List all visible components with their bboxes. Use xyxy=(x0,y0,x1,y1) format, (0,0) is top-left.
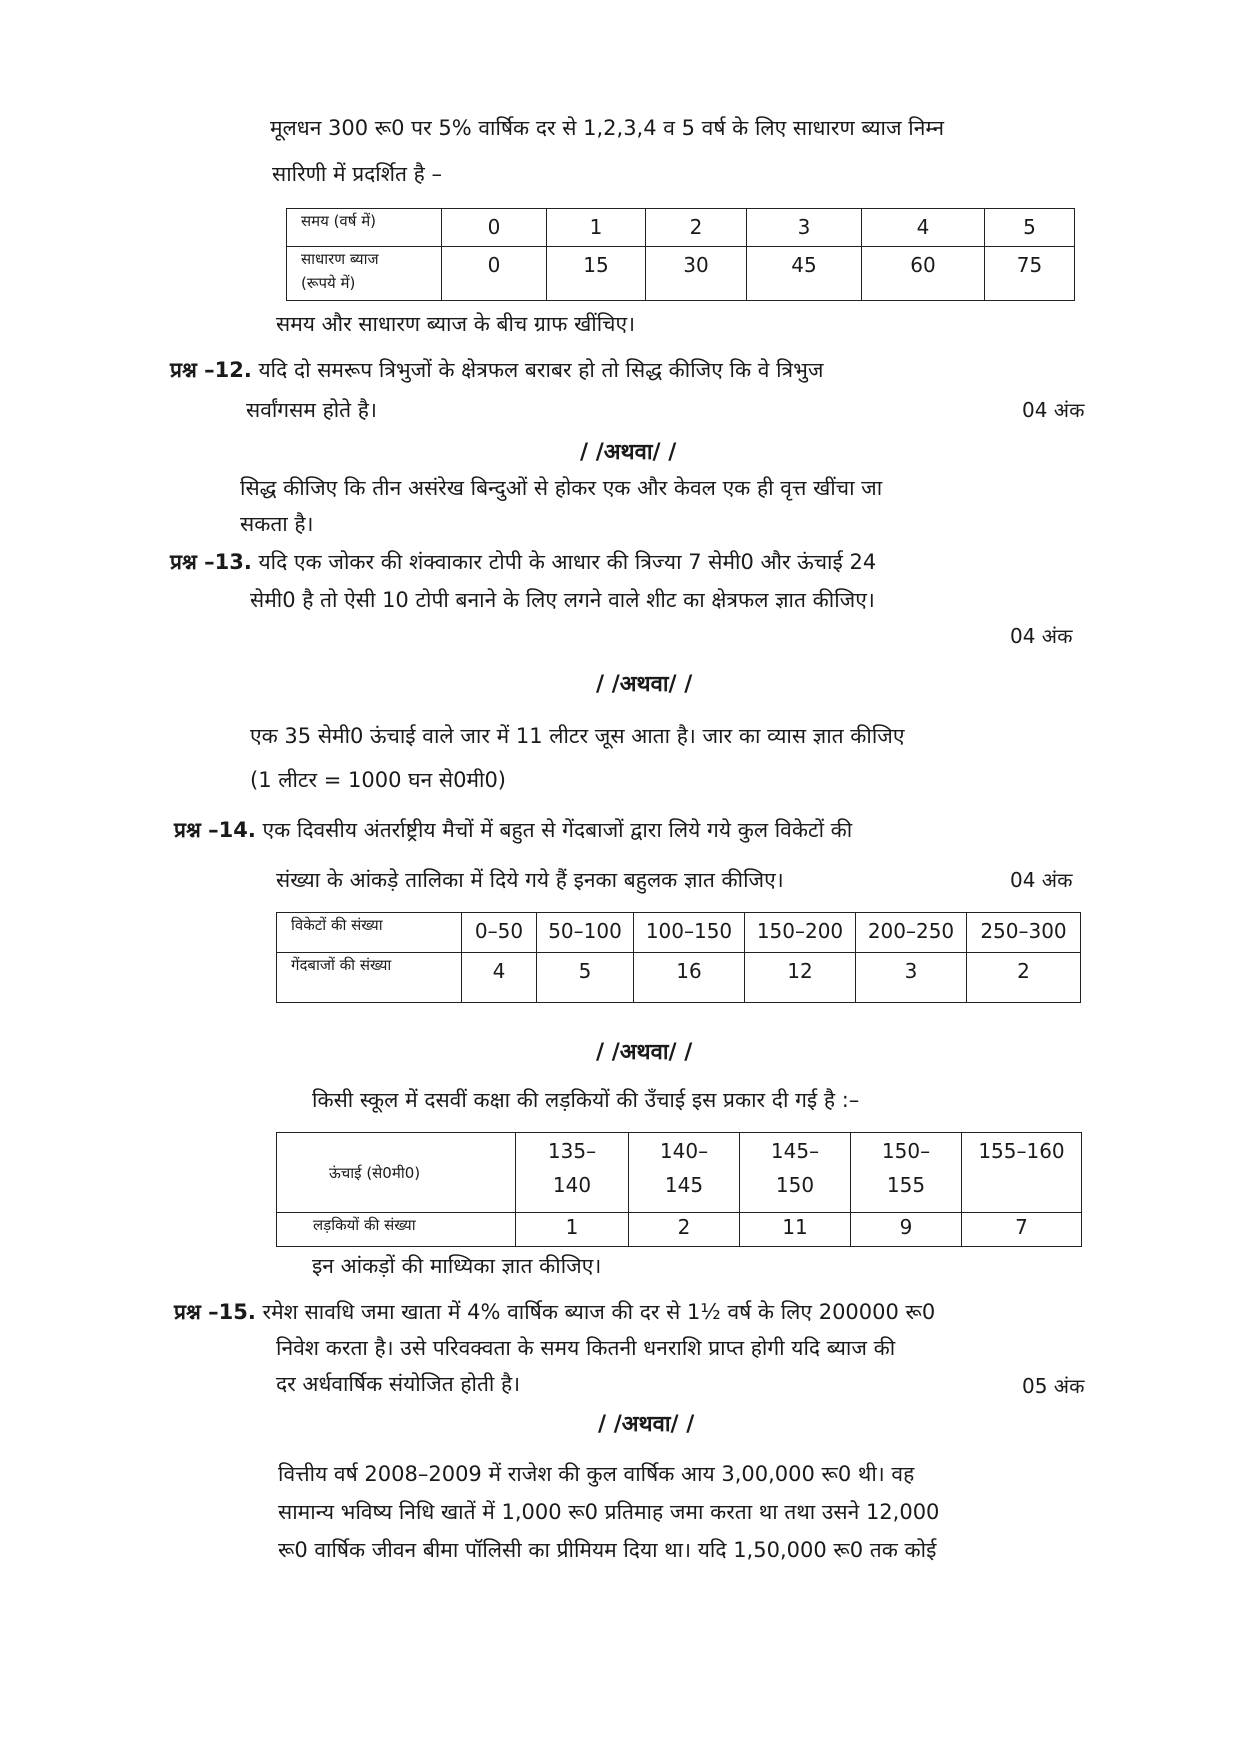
q15-alt-line-1: वित्तीय वर्ष 2008–2009 में राजेश की कुल वार्षिक आय 3,00,000 रू0 थी। वह xyxy=(278,1462,915,1486)
table-cell-label xyxy=(287,247,442,301)
range-start: 135– xyxy=(547,1139,597,1163)
question-number: प्रश्न –14. xyxy=(174,818,256,842)
range-end: 140 xyxy=(552,1173,592,1197)
q13-marks: 04 अंक xyxy=(1010,624,1073,648)
table-cell: 250–300 xyxy=(967,913,1081,953)
q14-alt-line-2: इन आंकड़ों की माध्यिका ज्ञात कीजिए। xyxy=(312,1254,602,1278)
table-cell xyxy=(962,1133,1082,1213)
table-cell: 1 xyxy=(516,1213,629,1247)
table-label-part: (रूपये में) xyxy=(301,274,356,292)
range-start: 155–160 xyxy=(978,1139,1065,1163)
table-cell: 100–150 xyxy=(634,913,745,953)
range-end: 150 xyxy=(775,1173,815,1197)
q12-line-2: सर्वांगसम होते है। xyxy=(246,398,377,422)
q13-alt-line-1: एक 35 सेमी0 ऊंचाई वाले जार में 11 लीटर जूस आता है। जार का व्यास ज्ञात कीजिए xyxy=(250,724,905,748)
table-cell: 16 xyxy=(634,953,745,1003)
table-cell-label: गेंदबाजों की संख्या xyxy=(277,953,462,1003)
table-cell-label: समय (वर्ष में) xyxy=(287,209,442,247)
table-cell: 45 xyxy=(747,247,862,301)
table-cell: 4 xyxy=(462,953,537,1003)
interest-table xyxy=(286,208,1075,301)
q14-or: / /अथवा/ / xyxy=(596,1040,693,1065)
table-cell: 200–250 xyxy=(856,913,967,953)
q15-or: / /अथवा/ / xyxy=(598,1412,695,1437)
table-cell: 2 xyxy=(967,953,1081,1003)
q13-alt-line-2: (1 लीटर = 1000 घन से0मी0) xyxy=(250,768,506,792)
table-cell xyxy=(516,1133,629,1213)
question-number: प्रश्न –15. xyxy=(174,1300,256,1324)
range-start: 145– xyxy=(770,1139,820,1163)
wickets-table xyxy=(276,912,1081,1003)
heights-table xyxy=(276,1132,1082,1247)
question-number: प्रश्न –13. xyxy=(170,550,252,574)
q13-line-2: सेमी0 है तो ऐसी 10 टोपी बनाने के लिए लगने वाले शीट का क्षेत्रफल ज्ञात कीजिए। xyxy=(250,588,875,612)
range-start: 150– xyxy=(881,1139,931,1163)
table-cell: 75 xyxy=(985,247,1075,301)
q14-text xyxy=(174,816,852,844)
table-cell: 0 xyxy=(442,247,547,301)
q12-text xyxy=(170,356,824,384)
q15-alt-line-3: रू0 वार्षिक जीवन बीमा पॉलिसी का प्रीमियम दिया था। यदि 1,50,000 रू0 तक कोई xyxy=(278,1538,937,1562)
q15-line-3: दर अर्धवार्षिक संयोजित होती है। xyxy=(276,1372,521,1396)
range-end: 155 xyxy=(886,1173,926,1197)
q14-line-2: संख्या के आंकड़े तालिका में दिये गये हैं इनका बहुलक ज्ञात कीजिए। xyxy=(276,868,784,892)
table-cell: 150–200 xyxy=(745,913,856,953)
table-cell: 11 xyxy=(740,1213,851,1247)
q12-or: / /अथवा/ / xyxy=(580,440,677,465)
question-line: रमेश सावधि जमा खाता में 4% वार्षिक ब्याज की दर से 1½ वर्ष के लिए 200000 रू0 xyxy=(262,1300,936,1324)
table-cell: 2 xyxy=(629,1213,740,1247)
table-cell: 3 xyxy=(747,209,862,247)
q14-marks: 04 अंक xyxy=(1010,868,1073,892)
table-cell xyxy=(629,1133,740,1213)
table-cell: 2 xyxy=(646,209,747,247)
table-cell xyxy=(740,1133,851,1213)
table-cell-label: लड़कियों की संख्या xyxy=(277,1213,516,1247)
table-label-part: साधारण ब्याज xyxy=(301,250,379,268)
q13-or: / /अथवा/ / xyxy=(596,672,693,697)
table-cell-label: विकेटों की संख्या xyxy=(277,913,462,953)
table-cell: 3 xyxy=(856,953,967,1003)
intro-line-2: सारिणी में प्रदर्शित है – xyxy=(272,162,442,186)
q15-marks: 05 अंक xyxy=(1022,1374,1085,1398)
q15-text xyxy=(174,1298,935,1326)
range-end: 145 xyxy=(664,1173,704,1197)
table-cell xyxy=(851,1133,962,1213)
q15-alt-line-2: सामान्य भविष्य निधि खातें में 1,000 रू0 प्रतिमाह जमा करता था तथा उसने 12,000 xyxy=(278,1500,940,1524)
question-line: एक दिवसीय अंतर्राष्ट्रीय मैचों में बहुत से गेंदबाजों द्वारा लिये गये कुल विकेटों की xyxy=(262,818,853,842)
question-line: यदि एक जोकर की शंक्वाकार टोपी के आधार की त्रिज्या 7 सेमी0 और ऊंचाई 24 xyxy=(258,550,877,574)
intro-line-1: मूलधन 300 रू0 पर 5% वार्षिक दर से 1,2,3,4 व 5 वर्ष के लिए साधारण ब्याज निम्न xyxy=(270,116,945,140)
q12-alt-line-2: सकता है। xyxy=(240,512,314,536)
question-number: प्रश्न –12. xyxy=(170,358,252,382)
table-cell: 5 xyxy=(985,209,1075,247)
table-cell: 0–50 xyxy=(462,913,537,953)
q14-alt-line-1: किसी स्कूल में दसवीं कक्षा की लड़कियों की उँचाई इस प्रकार दी गई है :– xyxy=(312,1088,860,1112)
q12-alt-line-1: सिद्ध कीजिए कि तीन असंरेख बिन्दुओं से होकर एक और केवल एक ही वृत्त खींचा जा xyxy=(240,476,883,500)
table-cell: 4 xyxy=(862,209,985,247)
table-cell: 15 xyxy=(547,247,646,301)
table-cell: 9 xyxy=(851,1213,962,1247)
q13-text xyxy=(170,548,876,576)
table-cell: 30 xyxy=(646,247,747,301)
table-cell: 12 xyxy=(745,953,856,1003)
question-line: यदि दो समरूप त्रिभुजों के क्षेत्रफल बराबर हो तो सिद्ध कीजिए कि वे त्रिभुज xyxy=(258,358,824,382)
graph-instruction: समय और साधारण ब्याज के बीच ग्राफ खींचिए। xyxy=(276,312,636,336)
table-cell: 1 xyxy=(547,209,646,247)
table-cell-label: ऊंचाई (से0मी0) xyxy=(277,1133,516,1213)
q12-marks: 04 अंक xyxy=(1022,398,1085,422)
table-cell: 7 xyxy=(962,1213,1082,1247)
table-cell: 50–100 xyxy=(537,913,634,953)
q15-line-2: निवेश करता है। उसे परिवक्वता के समय कितनी धनराशि प्राप्त होगी यदि ब्याज की xyxy=(276,1336,896,1360)
table-cell: 0 xyxy=(442,209,547,247)
table-cell: 5 xyxy=(537,953,634,1003)
range-start: 140– xyxy=(659,1139,709,1163)
table-cell: 60 xyxy=(862,247,985,301)
